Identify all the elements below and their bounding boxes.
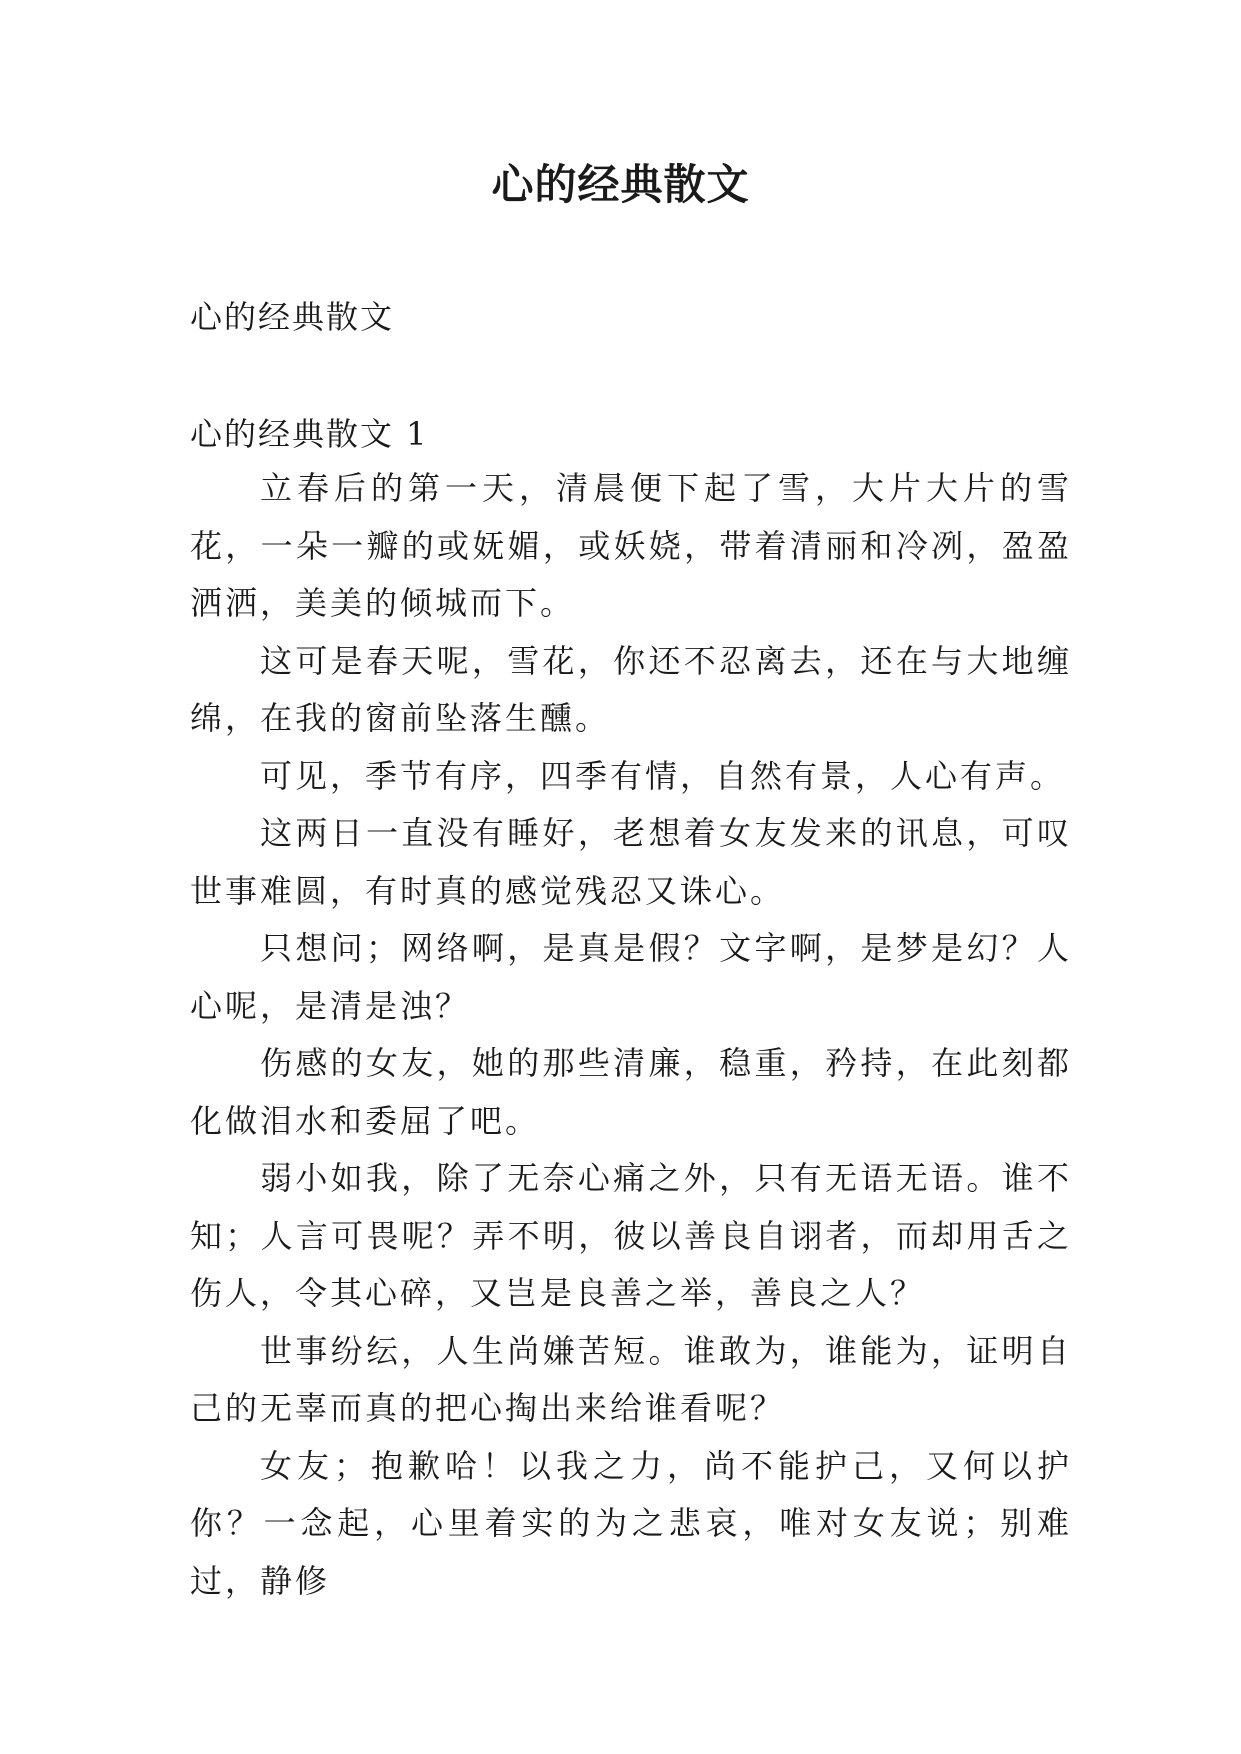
paragraph: 只想问；网络啊，是真是假？文字啊，是梦是幻？人心呢，是清是浊？	[190, 929, 1072, 1025]
section-heading: 心的经典散文 1	[190, 415, 429, 453]
paragraph: 弱小如我，除了无奈心痛之外，只有无语无语。谁不知；人言可畏呢？弄不明，彼以善良自诩者，而却用舌之伤人，令其心碎，又岂是良善之举，善良之人？	[190, 1159, 1072, 1312]
paragraph: 这可是春天呢，雪花，你还不忍离去，还在与大地缠绵，在我的窗前坠落生醺。	[190, 641, 1072, 737]
article-body	[190, 460, 1072, 1610]
paragraph: 女友；抱歉哈！以我之力，尚不能护己，又何以护你？一念起，心里着实的为之悲哀，唯对女友说；别难过，静修	[190, 1446, 1072, 1600]
paragraph: 伤感的女友，她的那些清廉，稳重，矜持，在此刻都化做泪水和委屈了吧。	[190, 1044, 1072, 1140]
paragraph: 世事纷纭，人生尚嫌苦短。谁敢为，谁能为，证明自己的无辜而真的把心掏出来给谁看呢？	[190, 1331, 1072, 1427]
paragraph: 可见，季节有序，四季有情，自然有景，人心有声。	[260, 756, 1066, 795]
document-title: 心的经典散文	[491, 160, 750, 209]
paragraph: 这两日一直没有睡好，老想着女友发来的讯息，可叹世事难圆，有时真的感觉残忍又诛心。	[190, 814, 1072, 910]
document-subtitle: 心的经典散文	[190, 298, 395, 336]
paragraph: 立春后的第一天，清晨便下起了雪，大片大片的雪花，一朵一瓣的或妩媚，或妖娆，带着清丽和冷冽，盈盈洒洒，美美的倾城而下。	[190, 469, 1072, 622]
